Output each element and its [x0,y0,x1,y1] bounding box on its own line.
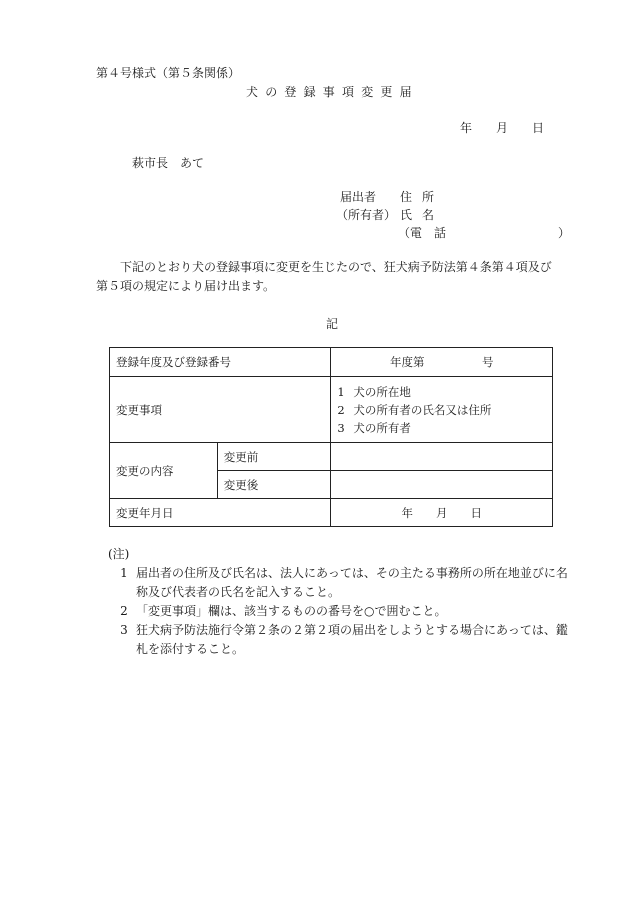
change-date-value: 年 月 日 [331,499,553,527]
change-content-label: 変更の内容 [110,443,218,499]
after-change-value[interactable] [331,471,553,499]
addressee-name: 萩市長 [132,156,169,170]
note-item: 3 狂犬病予防法施行令第２条の２第２項の届出をしようとする場合にあっては、鑑札を添付すること。 [120,623,568,656]
form-number-label: 第４号様式（第５条関係） [96,66,241,80]
applicant-block [336,188,571,242]
owner-role: （所有者） [336,208,397,222]
declaration-text: 下記のとおり犬の登録事項に変更を生じたので、狂犬病予防法第４条第４項及び第５項の規定により届け出ます。 [96,260,552,293]
note-item: 1 届出者の住所及び氏名は、法人にあっては、その主たる事務所の所在地並びに名称及び代表者の氏名を記入すること。 [120,566,568,599]
table-row [110,377,553,443]
note-item: 2 「変更事項」欄は、該当するものの番号を○で囲むこと。 [120,604,447,618]
registration-change-table [109,347,553,527]
change-items-label: 変更事項 [110,377,331,443]
before-change-label: 変更前 [217,443,331,471]
month-label: 月 [496,121,509,135]
day-label: 日 [532,121,545,135]
submission-date-line [460,119,544,136]
registration-year-number-label: 登録年度及び登録番号 [110,348,331,377]
change-item: 1 犬の所在地 [337,384,411,399]
table-row [110,443,553,471]
change-date-label: 変更年月日 [110,499,331,527]
notes-section [108,545,572,659]
year-label: 年 [460,121,473,135]
document-title: 犬の登録事項変更届 [246,85,419,99]
table-row [110,348,553,377]
addressee [132,154,204,171]
ki-heading: 記 [326,317,339,331]
applicant-role: 届出者 [340,190,377,204]
name-field-label: 氏名 [400,208,445,222]
registration-year-number-value: 年度第 号 [331,348,553,377]
address-field-label: 住所 [400,190,445,204]
change-items-list [331,377,553,443]
phone-field-label: （電 話 ） [398,226,571,240]
before-change-value[interactable] [331,443,553,471]
change-item: 3 犬の所有者 [337,420,411,435]
change-item: 2 犬の所有者の氏名又は住所 [337,402,492,417]
addressee-suffix: あて [180,156,205,170]
notes-heading: (注) [108,547,130,561]
table-row [110,499,553,527]
after-change-label: 変更後 [217,471,331,499]
